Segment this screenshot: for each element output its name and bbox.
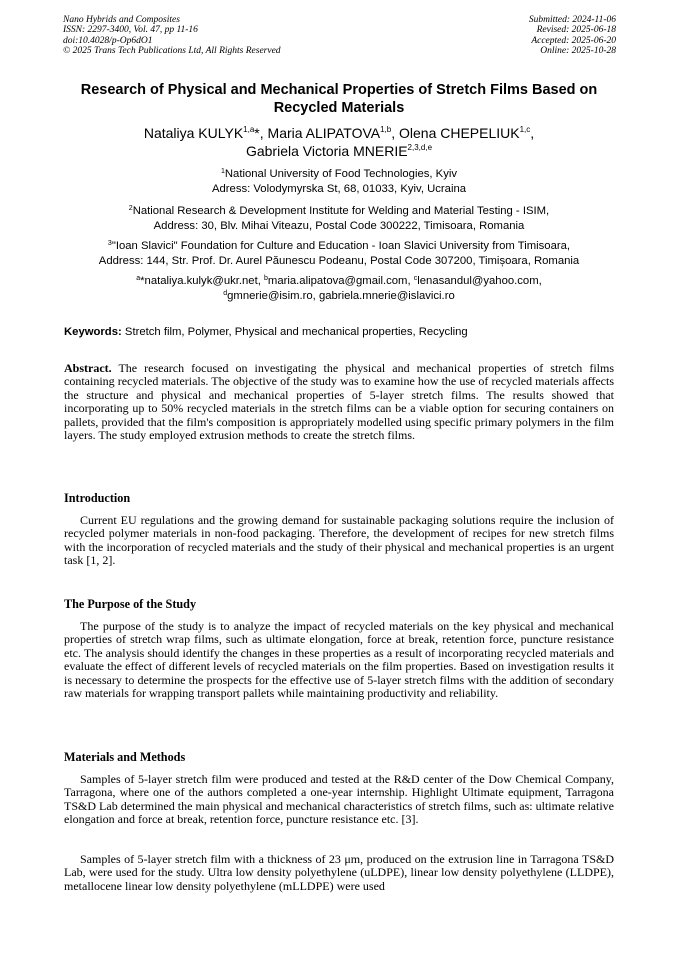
author-emails: $^a$*nataliya.kulyk@ukr.net, $^b$maria.alipatova@gmail.com, $^c$lenasandul@yahoo.com, $^d$gmnerie@isim.ro, gabriela.mnerie@islavici.ro	[136, 275, 542, 302]
email-link[interactable]: lenasandul@yahoo.com,	[417, 275, 542, 287]
date-submitted: Submitted: 2024-11-06	[528, 15, 616, 25]
author-name: Maria ALIPATOVA	[267, 125, 381, 141]
affiliation-3: $^3$"Ioan Slavici" Foundation for Culture and Education - Ioan Slavici University from Timisoara, Address: 144, Str. Prof. Dr. Aurel Păunescu Podeanu, Postal Code 307200, Timișoara, Romania	[98, 240, 580, 267]
date-online: Online: 2025-10-28	[540, 46, 616, 57]
author-affil-sup: 1,a	[243, 125, 255, 134]
email-link[interactable]: *nataliya.kulyk@ukr.net,	[140, 275, 265, 287]
author-affil-sup: 1,b	[380, 125, 392, 134]
purpose-text: The purpose of the study is to analyze the impact of recycled materials on the key physical and mechanical properties of stretch wrap films, such as ultimate elongation, force at break, retention force, puncture resistance etc. The analysis should identify the changes in these properties as a result of incorporating recycled materials and evaluate the effect of different levels of recycled materials on the film properties. Based on investigation results it is necessary to determine the prospects for the effective use of 5-layer stretch films with the addition of secondary raw materials for wrapping transport pallets while maintaining productivity and reliability.	[64, 619, 614, 701]
journal-doi[interactable]: doi:10.4028/p-Op6dO1	[63, 35, 153, 46]
date-accepted: Accepted: 2025-06-20	[531, 35, 616, 46]
section-heading-purpose: The Purpose of the Study	[64, 597, 197, 611]
introduction-text: Current EU regulations and the growing demand for sustainable packaging solutions require the inclusion of recycled polymer materials in non-food packaging. Therefore, the development of recipes for new stretch films with the incorporation of recycled materials and the study of their physical and mechanical properties is an urgent task [1, 2].	[64, 513, 614, 568]
author-name: Gabriela Victoria MNERIE	[245, 143, 408, 159]
abstract-label: Abstract.	[64, 361, 112, 375]
author-affil-sup: 1,c	[519, 125, 531, 134]
section-heading-introduction: Introduction	[64, 491, 131, 505]
affiliation-1: $^1$National University of Food Technologies, Kyiv Adress: Volodymyrska St, 68, 01033, Kyiv, Ucraina	[211, 168, 467, 195]
keywords	[64, 325, 616, 339]
publication-dates	[529, 15, 616, 57]
paper-title: Research of Physical and Mechanical Properties of Stretch Films Based on Recycled Materials	[80, 82, 598, 116]
journal-copyright: © 2025 Trans Tech Publications Ltd, All Rights Reserved	[63, 46, 281, 57]
author-list: Nataliya KULYK$^{1,a}$*, Maria ALIPATOVA$^{1,b}$, Olena CHEPELIUK$^{1,c}$, Gabriela Victoria MNERIE$^{2,3,d,e}$	[143, 125, 535, 159]
section-heading-methods: Materials and Methods	[64, 750, 186, 764]
affiliation-2: $^2$National Research & Development Institute for Welding and Material Testing - ISIM, Address: 30, Blv. Mihai Viteazu, Postal Code 300222, Timisoara, Romania	[128, 205, 550, 232]
abstract	[64, 362, 614, 442]
journal-info	[63, 15, 281, 57]
journal-issn: ISSN: 2297-3400, Vol. 47, pp 11-16	[63, 25, 198, 36]
author-name: Olena CHEPELIUK	[399, 125, 520, 141]
author-affil-sup: 2,3,d,e	[407, 143, 433, 152]
author-name: Nataliya KULYK	[143, 125, 244, 141]
email-link[interactable]: maria.alipatova@gmail.com,	[267, 275, 414, 287]
keywords-text: Stretch film, Polymer, Physical and mechanical properties, Recycling	[121, 326, 468, 338]
methods-paragraph-2: Samples of 5-layer stretch film with a thickness of 23 μm, produced on the extrusion line in Tarragona TS&D Lab, were used for the study. Ultra low density polyethylene (uLDPE), linear low density polyethylene (LLDPE), metallocene linear low density polyethylene (mLLDPE) were used	[64, 852, 614, 893]
date-revised: Revised: 2025-06-18	[536, 25, 616, 36]
keywords-label: Keywords:	[64, 326, 122, 338]
journal-name: Nano Hybrids and Composites	[63, 15, 180, 25]
email-link[interactable]: gmnerie@isim.ro, gabriela.mnerie@islavici.ro	[227, 289, 455, 302]
abstract-text: The research focused on investigating the physical and mechanical properties of stretch films containing recycled materials. The objective of the study was to examine how the use of recycled materials affects the structure and physical and mechanical properties of 5-layer stretch films. The results showed that incorporating up to 50% recycled materials in the stretch films can be a viable option for securing containers on pallets, provided that the film's composition is appropriately modelled using specific primary polymers in the film layers. The study employed extrusion methods to create the stretch films.	[64, 361, 614, 443]
methods-paragraph-1: Samples of 5-layer stretch film were produced and tested at the R&D center of the Dow Chemical Company, Tarragona, where one of the authors completed a one-year internship. Highlight Ultimate equipment, Tarragona TS&D Lab determined the main physical and mechanical characteristics of stretch films, such as: ultimate relative elongation and force at break, retention force, puncture resistance etc. [3].	[64, 772, 614, 827]
